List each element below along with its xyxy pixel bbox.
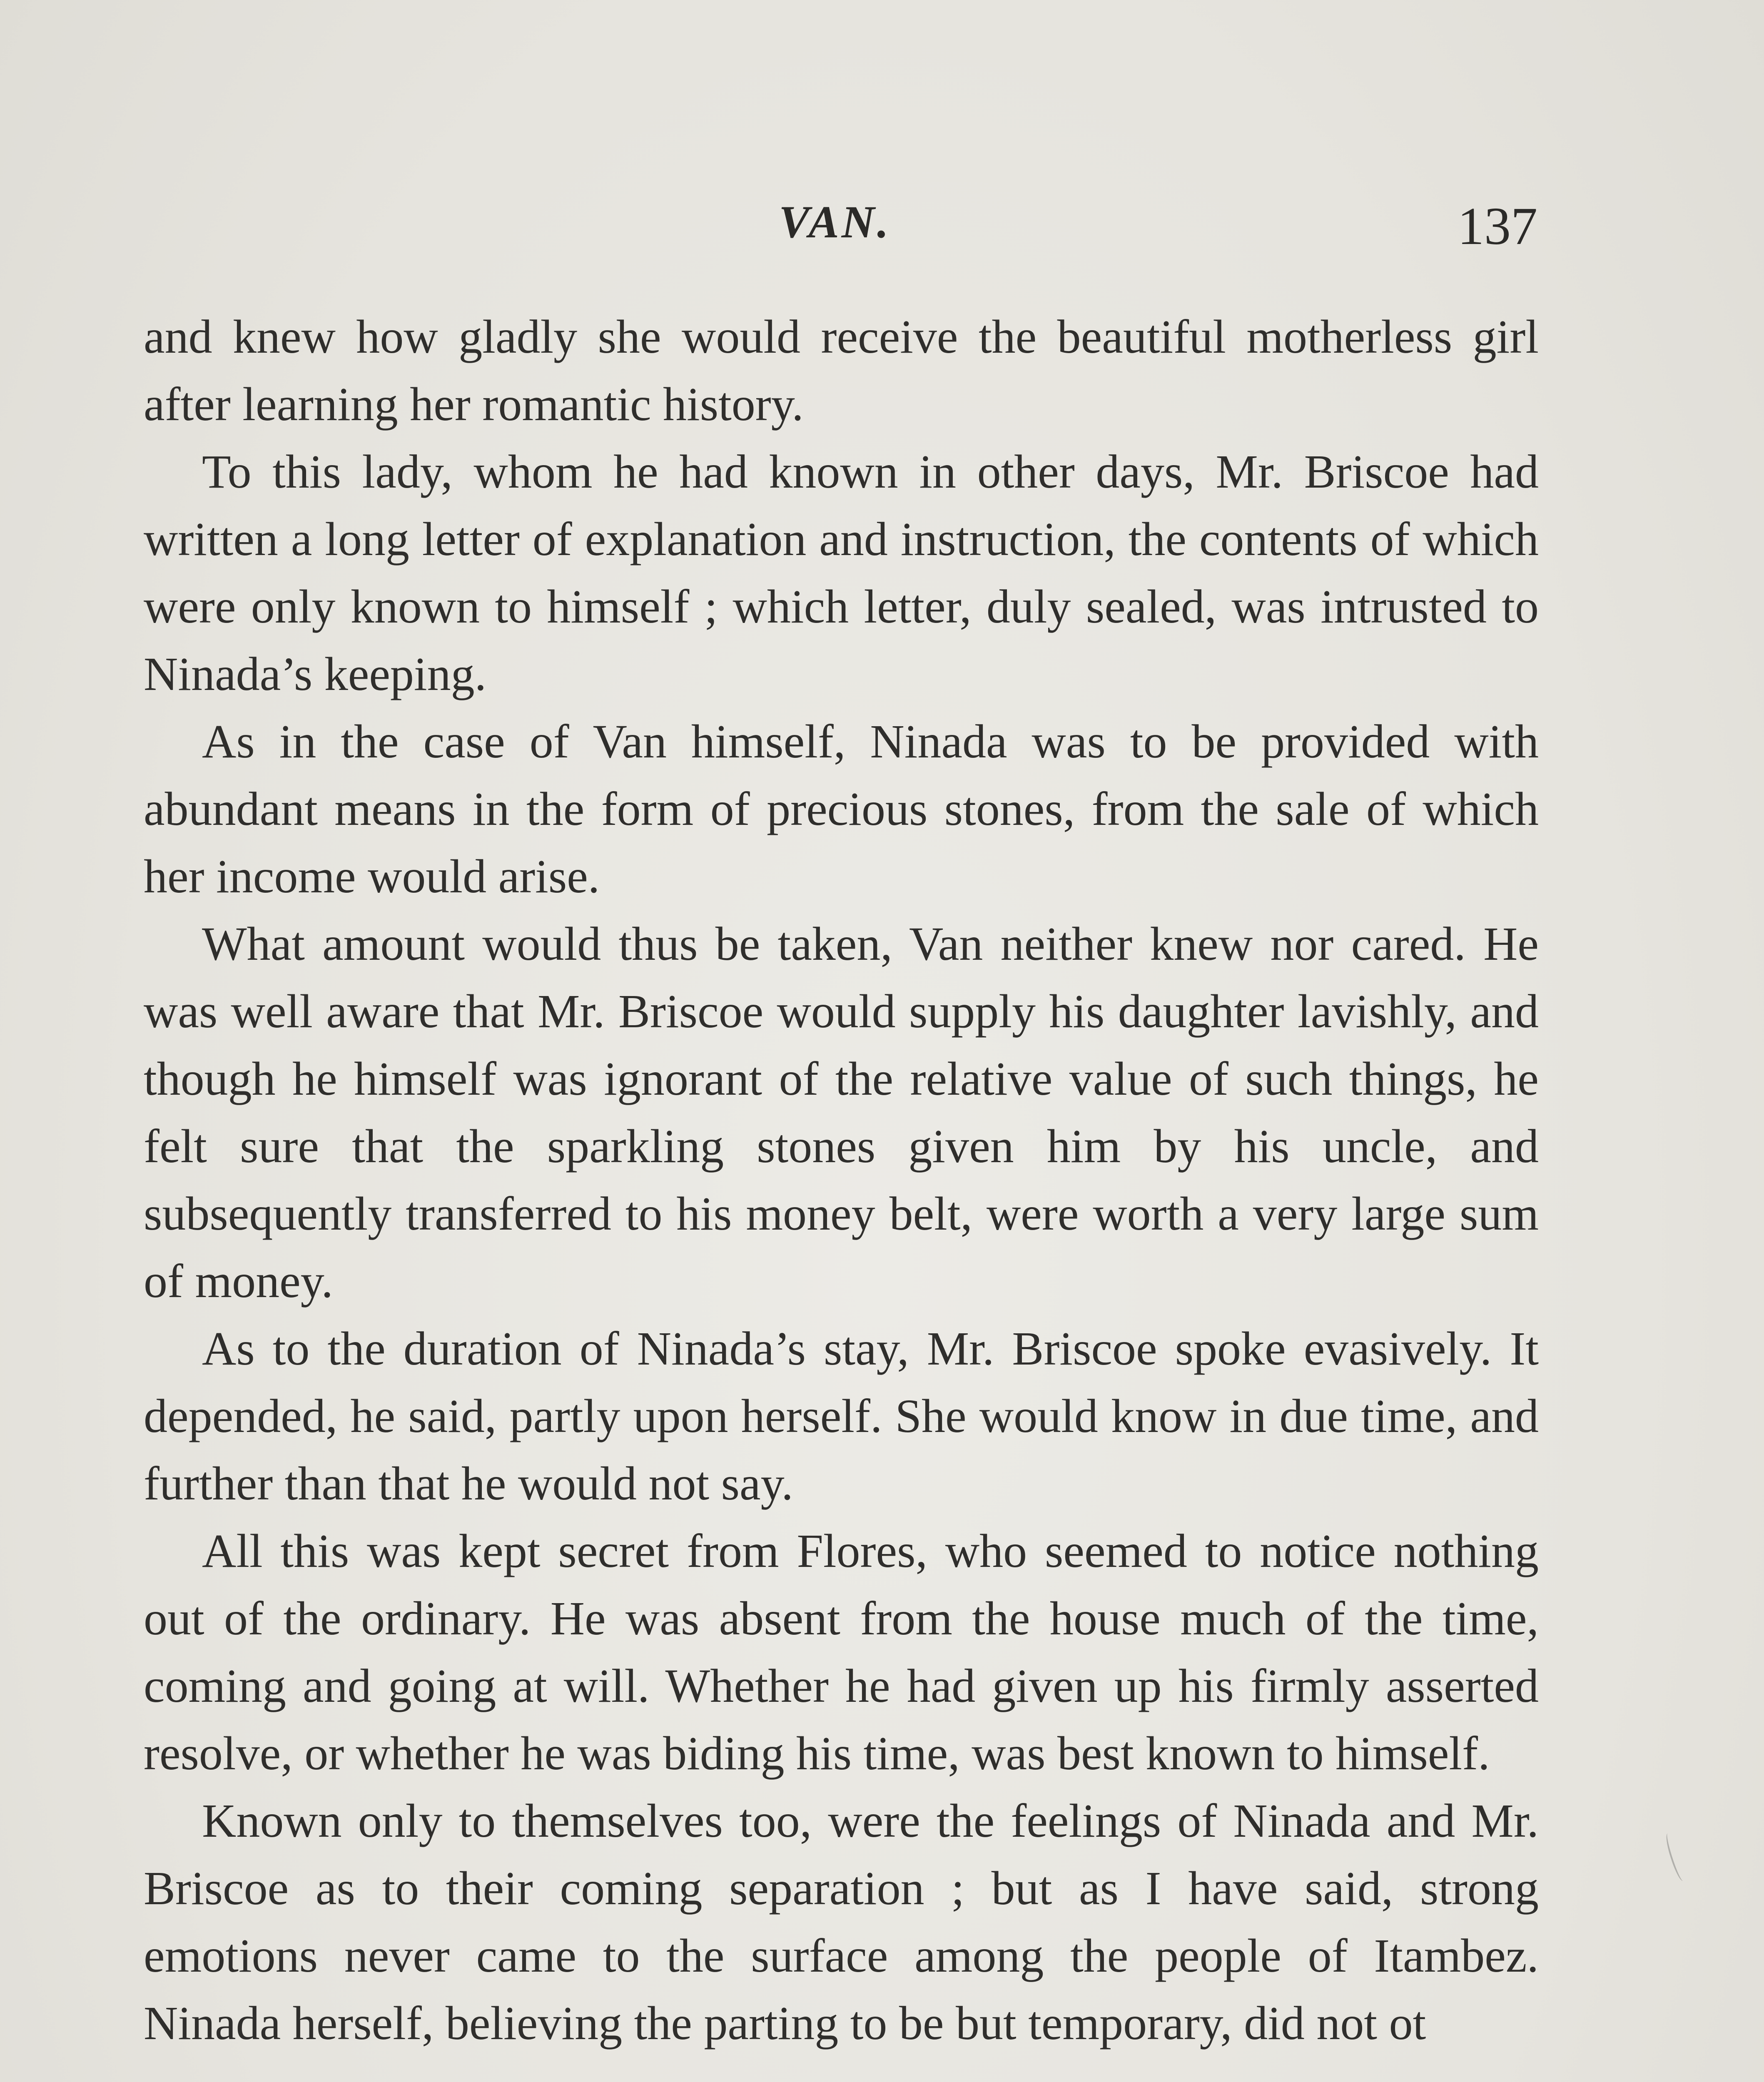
paragraph-3: As in the case of Van himself, Ninada was to be provided with abundant means in the form of precious stones, from the sale of which her income would arise. [144,715,1539,903]
page-number: 137 [1458,197,1537,256]
page-body-text [144,303,1539,2057]
running-header-title: VAN. [779,197,891,247]
paragraph-4: What amount would thus be taken, Van neither knew nor cared. He was well aware that Mr. Briscoe would supply his daughter lavishly, and though he himself was ignorant of the relative value of such things, he felt sure that the sparkling stones given him by his uncle, and subsequently transferred to his money belt, were worth a very large sum of money. [144,917,1539,1307]
paragraph-2: To this lady, whom he had known in other days, Mr. Briscoe had written a long letter of explanation and instruction, the contents of which were only known to himself ; which letter, duly sealed, was intrusted to Ninada’s keeping. [144,445,1539,700]
paragraph-6: All this was kept secret from Flores, who seemed to notice nothing out of the ordinary. He was absent from the house much of the time, coming and going at will. Whether he had given up his firmly asserted resolve, or whether he was biding his time, was best known to himself. [144,1524,1539,1780]
paragraph-5: As to the duration of Ninada’s stay, Mr. Briscoe spoke evasively. It depended, he said, partly upon herself. She would know in due time, and further than that he would not say. [144,1322,1539,1510]
paragraph-7: Known only to themselves too, were the feelings of Ninada and Mr. Briscoe as to their coming separation ; but as I have said, strong emotions never came to the surface among the people of Itambez. Ninada herself, believing the parting to be but temporary, did not ot [144,1794,1539,2050]
page-edge-mark [1663,1832,1687,1883]
paragraph-1: and knew how gladly she would receive the beautiful motherless girl after learning her romantic history. [144,310,1539,431]
